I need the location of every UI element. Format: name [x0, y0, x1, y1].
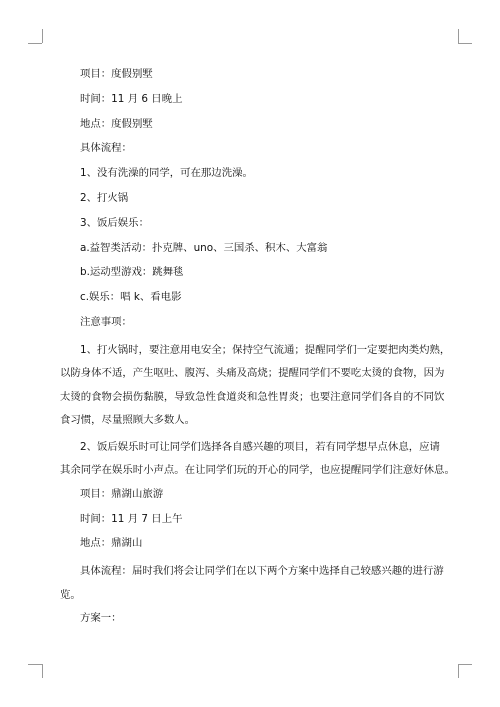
entertainment-c: c.娱乐：唱 k、看电影	[80, 291, 182, 304]
paragraph-line: 览。	[60, 588, 81, 601]
process-step-2: 2、打火锅	[80, 191, 129, 204]
paragraph-line: 2、饭后娱乐时可让同学们选择各自感兴趣的项目，若有同学想早点休息，应请	[80, 440, 440, 453]
paragraph-line: 食习惯，尽量照顾大多数人。	[60, 414, 196, 427]
process-heading-1: 具体流程：	[80, 142, 132, 155]
notes-heading: 注意事项：	[80, 315, 132, 328]
note-paragraph-2	[60, 436, 455, 483]
crop-mark-top-right-h	[458, 43, 472, 44]
item-location-2: 地点：鼎湖山	[80, 537, 143, 550]
paragraph-line: 其余同学在娱乐时小声点。在让同学们玩的开心的同学，也应提醒同学们注意好休息。	[60, 464, 455, 477]
note-paragraph-1	[60, 339, 451, 433]
paragraph-line: 具体流程：届时我们将会让同学们在以下两个方案中选择自己较感兴趣的进行游	[80, 565, 444, 578]
process-step-3: 3、饭后娱乐：	[80, 216, 149, 229]
crop-mark-top-left-h	[28, 43, 42, 44]
item-time-1: 时间：11 月 6 日晚上	[80, 92, 183, 105]
process-paragraph-2	[60, 560, 446, 607]
item-title-1: 项目：度假别墅	[80, 68, 153, 80]
paragraph-line: 太烫的食物会损伤黏膜，导致急性食道炎和急性胃炎；也要注意同学们各自的不同饮	[60, 390, 445, 403]
document-body	[60, 66, 455, 635]
item-time-2: 时间：11 月 7 日上午	[80, 512, 183, 525]
crop-mark-bottom-left-h	[28, 664, 42, 665]
crop-mark-top-right-v	[458, 29, 459, 43]
process-step-1: 1、没有洗澡的同学，可在那边洗澡。	[80, 167, 253, 180]
plan-one-heading: 方案一：	[80, 612, 122, 625]
entertainment-a: a.益智类活动：扑克牌、uno、三国杀、积木、大富翁	[80, 241, 328, 254]
crop-mark-bottom-left-v	[42, 664, 43, 678]
crop-mark-bottom-right-h	[458, 664, 472, 665]
crop-mark-bottom-right-v	[458, 664, 459, 678]
paragraph-line: 1、打火锅时，要注意用电安全；保持空气流通；提醒同学们一定要把肉类灼熟，	[80, 343, 451, 356]
item-title-2: 项目：鼎湖山旅游	[80, 487, 164, 500]
entertainment-b: b.运动型游戏：跳舞毯	[80, 266, 184, 279]
crop-mark-top-left-v	[42, 29, 43, 43]
item-location-1: 地点：度假别墅	[80, 117, 153, 130]
paragraph-line: 以防身体不适，产生呕吐、腹泻、头痛及高烧；提醒同学们不要吃太烫的食物，因为	[60, 367, 445, 380]
